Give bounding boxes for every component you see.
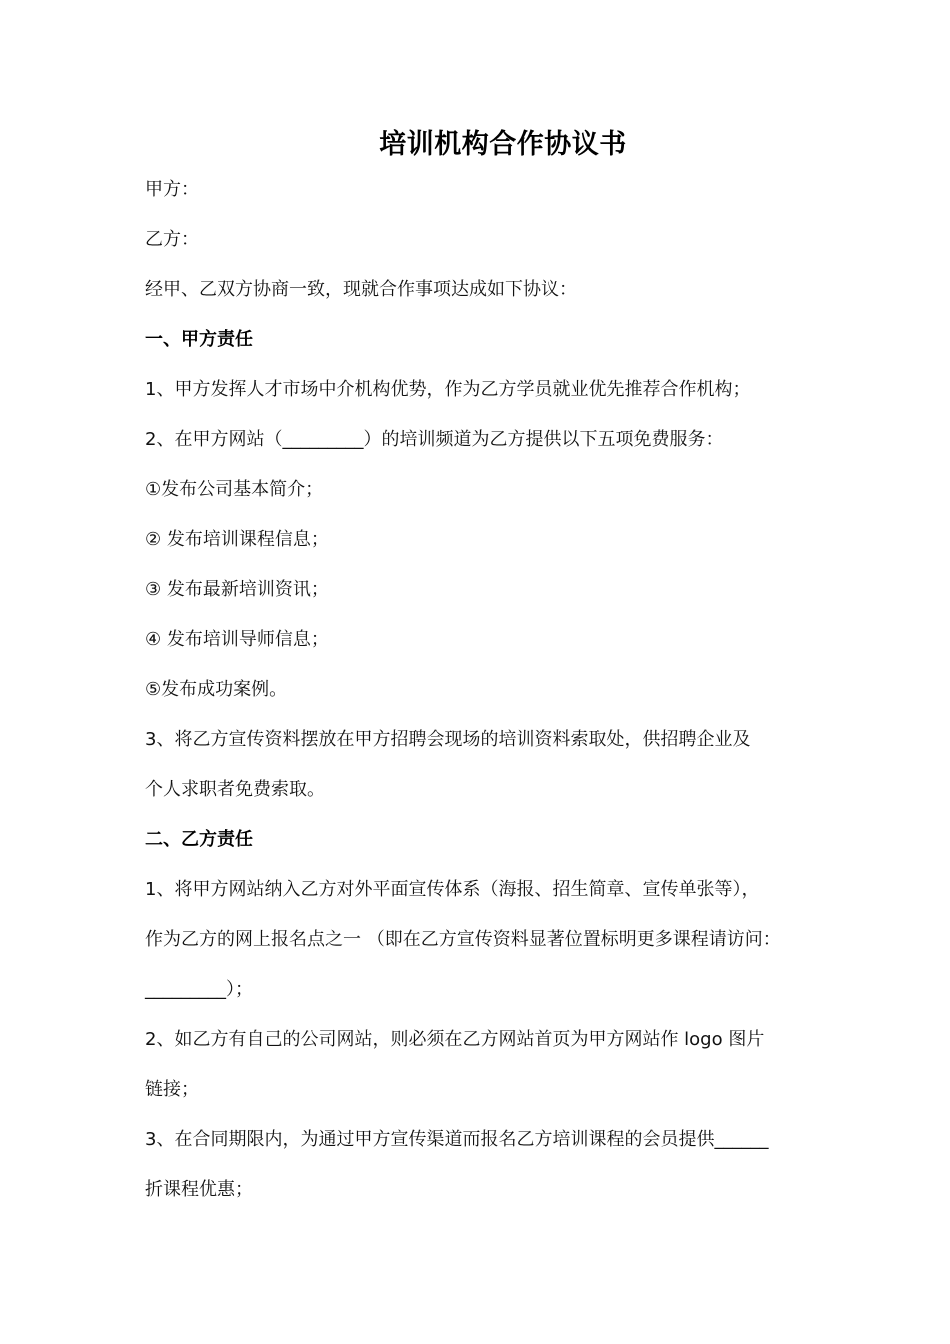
service-item-2: ② 发布培训课程信息； [145,529,329,550]
section-2-item-3-cont: 折课程优惠； [145,1179,253,1200]
section-2-item-1: 1、将甲方网站纳入乙方对外平面宣传体系（海报、招生简章、宣传单张等）， [145,879,760,900]
section-2-item-1-cont: 作为乙方的网上报名点之一 （即在乙方宣传资料显著位置标明更多课程请访问： [145,929,781,950]
section-2-item-3: 3、在合同期限内，为通过甲方宣传渠道而报名乙方培训课程的会员提供______ [145,1129,769,1150]
party-a-line: 甲方： [145,179,199,200]
service-item-4: ④ 发布培训导师信息； [145,629,329,650]
party-b-line: 乙方： [145,229,199,250]
service-item-5: ⑤发布成功案例。 [145,679,288,700]
section-2-item-1-cont-2: _________）； [145,979,253,1000]
preamble-line: 经甲、乙双方协商一致，现就合作事项达成如下协议： [145,279,577,300]
service-item-3: ③ 发布最新培训资讯； [145,579,329,600]
service-item-1: ①发布公司基本简介； [145,479,324,500]
section-2-heading: 二、乙方责任 [145,829,253,850]
section-2-item-2-cont: 链接； [145,1079,199,1100]
section-1-item-1: 1、甲方发挥人才市场中介机构优势，作为乙方学员就业优先推荐合作机构； [145,379,751,400]
document-title: 培训机构合作协议书 [379,129,627,160]
section-1-item-3: 3、将乙方宣传资料摆放在甲方招聘会现场的培训资料索取处，供招聘企业及 [145,729,751,750]
section-1-item-3-cont: 个人求职者免费索取。 [145,779,325,800]
section-1-item-2: 2、在甲方网站（_________）的培训频道为乙方提供以下五项免费服务： [145,429,724,450]
section-1-heading: 一、甲方责任 [145,329,253,350]
section-2-item-2: 2、如乙方有自己的公司网站，则必须在乙方网站首页为甲方网站作 logo 图片 [145,1029,765,1050]
